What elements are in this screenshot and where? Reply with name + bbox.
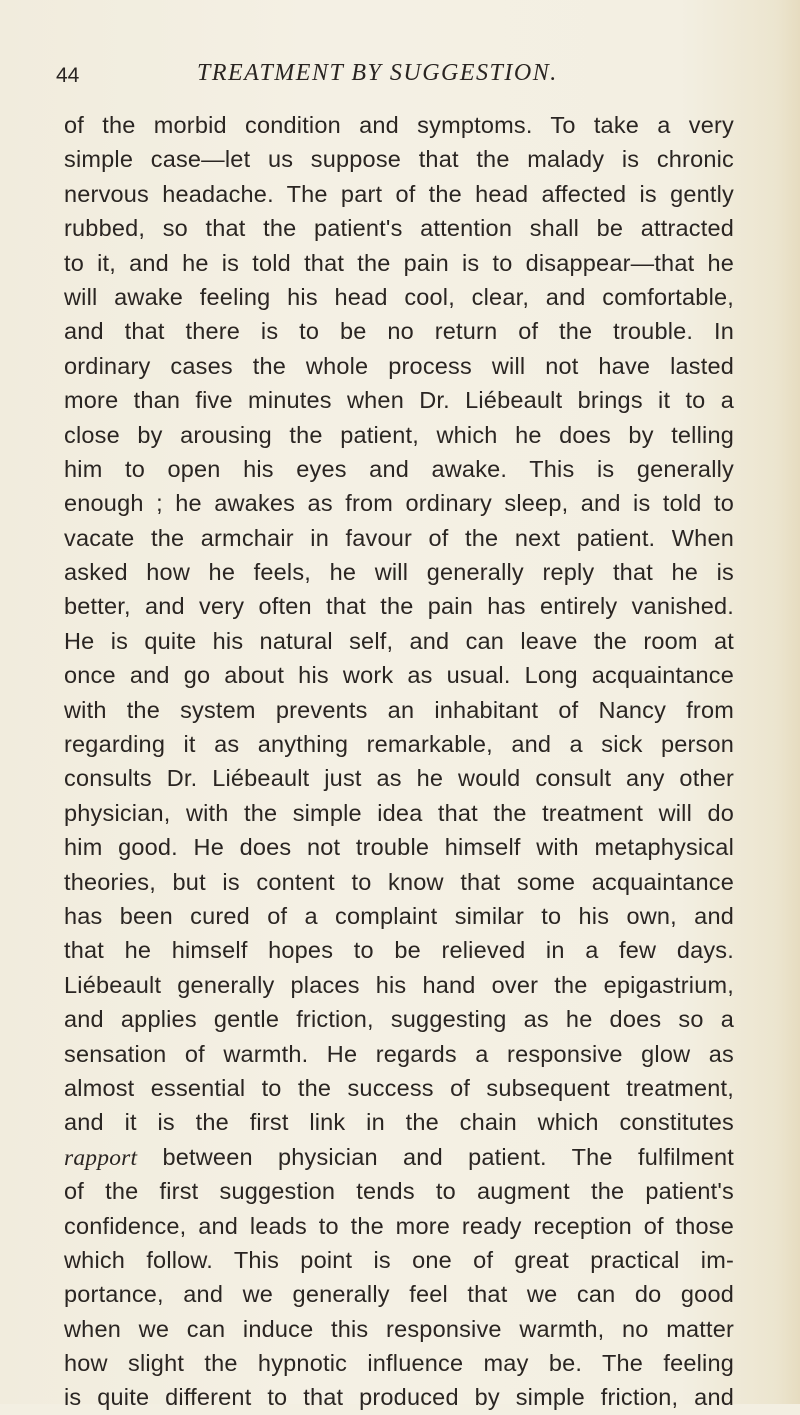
body-text (64, 108, 734, 1415)
text-line: He is quite his natural self, and can leave the room at (64, 627, 734, 654)
text-line: once and go about his work as usual. Long acquaintance (64, 662, 734, 689)
text-line: has been cured of a complaint similar to his own, and (64, 902, 734, 929)
text-line (64, 1140, 734, 1174)
text-line: that he himself hopes to be relieved in a few days. (64, 937, 734, 964)
text-line: with the system prevents an inhabitant of Nancy from (64, 696, 734, 723)
text-line: almost essential to the success of subsequent treatment, (64, 1074, 734, 1101)
text-line: physician, with the simple idea that the treatment will do (64, 799, 734, 826)
text-line: simple case—let us suppose that the malady is chronic (64, 146, 734, 173)
text-line: nervous headache. The part of the head affected is gently (64, 180, 734, 207)
text-line: of the morbid condition and symptoms. To take a very (64, 112, 734, 138)
text-line: to it, and he is told that the pain is to disappear—that he (64, 249, 734, 276)
text-line: of the first suggestion tends to augment the patient's (64, 1178, 734, 1205)
running-head: TREATMENT BY SUGGESTION. (197, 60, 558, 86)
text-line: enough ; he awakes as from ordinary sleep, and is told to (64, 490, 734, 517)
text-line: him good. He does not trouble himself with metaphysical (64, 834, 734, 861)
text-line: how slight the hypnotic influence may be. The feeling (64, 1350, 734, 1377)
text-line-rest: between physician and patient. The fulfilment (137, 1143, 734, 1170)
text-line: and that there is to be no return of the trouble. In (64, 318, 734, 345)
text-line: regarding it as anything remarkable, and a sick person (64, 731, 734, 758)
text-line: vacate the armchair in favour of the next patient. When (64, 524, 734, 551)
text-line: close by arousing the patient, which he does by telling (64, 421, 734, 448)
text-line: when we can induce this responsive warmth, no matter (64, 1315, 734, 1342)
text-line: confidence, and leads to the more ready reception of those (64, 1212, 734, 1239)
text-line: him to open his eyes and awake. This is generally (64, 455, 734, 482)
text-line: theories, but is content to know that some acquaintance (64, 868, 734, 895)
page-number: 44 (56, 64, 80, 87)
text-line: better, and very often that the pain has entirely vanished. (64, 593, 734, 620)
text-line: more than five minutes when Dr. Liébeault brings it to a (64, 387, 734, 414)
italic-term: rapport (64, 1144, 138, 1171)
text-line: will awake feeling his head cool, clear, and comfortable, (64, 283, 734, 310)
text-line: and applies gentle friction, suggesting as he does so a (64, 1006, 734, 1033)
text-line: rubbed, so that the patient's attention shall be attracted (64, 215, 734, 242)
text-line: sensation of warmth. He regards a responsive glow as (64, 1040, 734, 1067)
text-line: is quite different to that produced by simple friction, and (64, 1384, 734, 1411)
text-line: ordinary cases the whole process will not have lasted (64, 352, 734, 379)
text-line: asked how he feels, he will generally reply that he is (64, 559, 734, 586)
text-line: which follow. This point is one of great practical im- (64, 1246, 734, 1273)
text-line: consults Dr. Liébeault just as he would consult any other (64, 765, 734, 792)
text-line: and it is the first link in the chain which constitutes (64, 1109, 734, 1136)
page-header (56, 60, 756, 92)
text-line: Liébeault generally places his hand over the epigastrium, (64, 971, 734, 998)
text-line: portance, and we generally feel that we can do good (64, 1281, 734, 1308)
